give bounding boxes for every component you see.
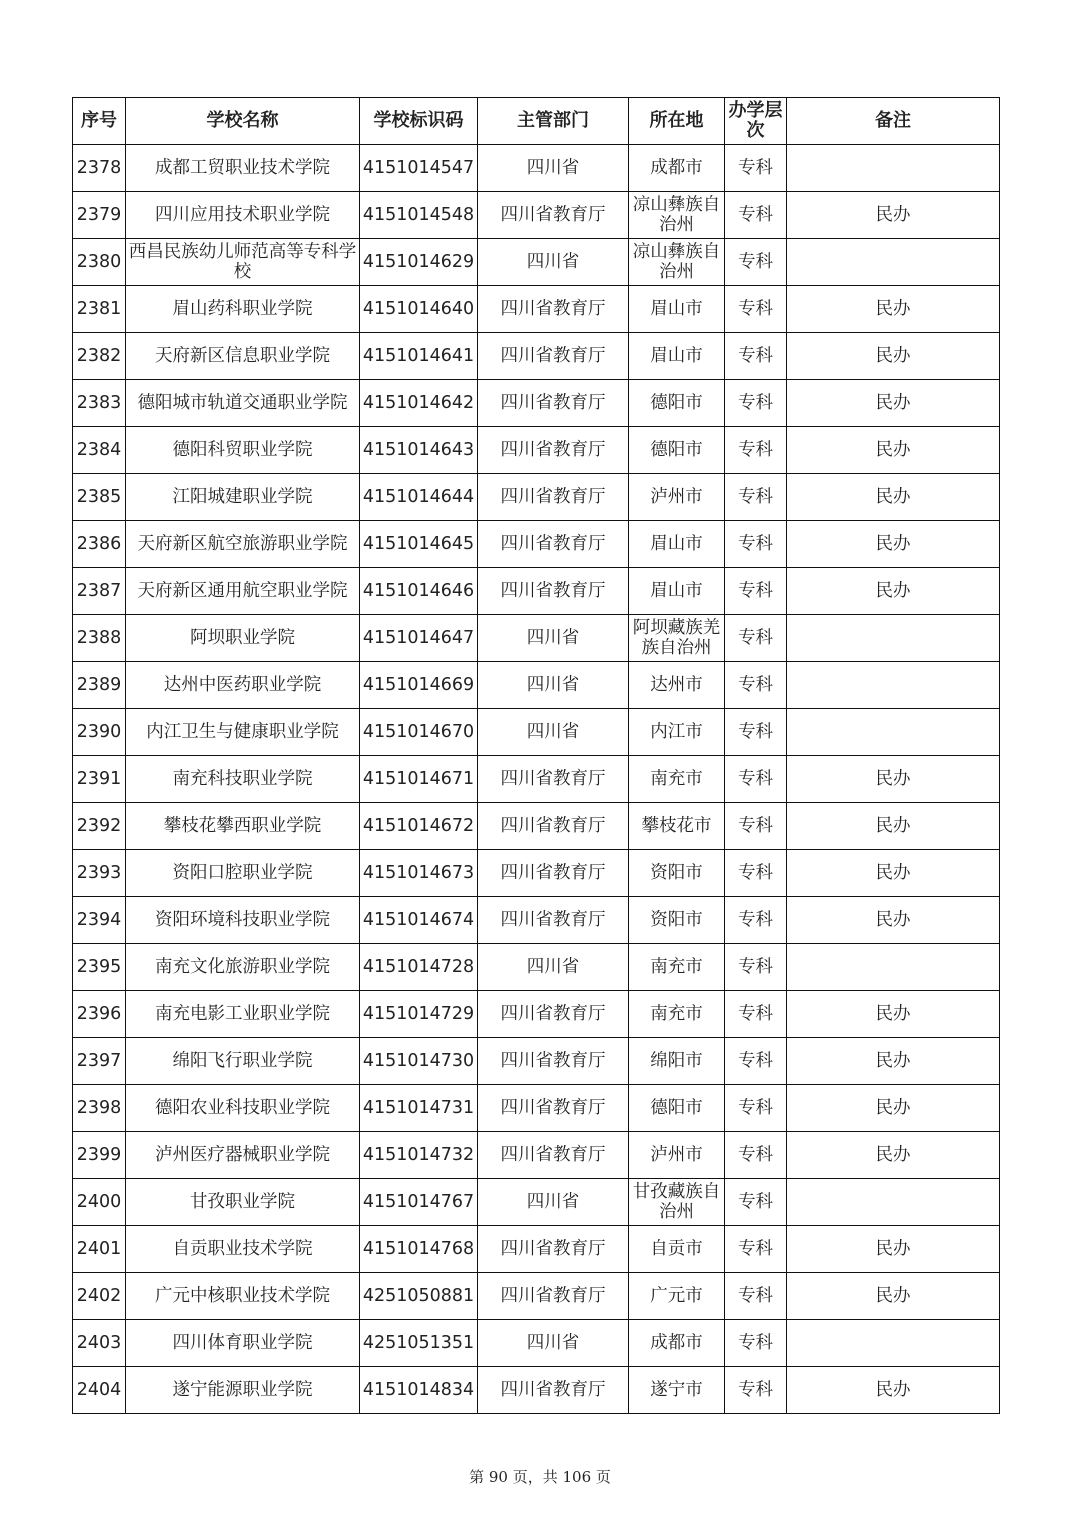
education-level-cell: 专科 xyxy=(725,286,787,333)
location-cell: 德阳市 xyxy=(629,427,725,474)
table-row xyxy=(73,1179,1000,1226)
school-code-cell: 4151014642 xyxy=(360,380,478,427)
school-name-cell: 成都工贸职业技术学院 xyxy=(126,145,360,192)
school-code-cell: 4151014629 xyxy=(360,239,478,286)
location-cell: 眉山市 xyxy=(629,521,725,568)
table-row xyxy=(73,756,1000,803)
education-level-cell: 专科 xyxy=(725,568,787,615)
supervising-dept-cell: 四川省 xyxy=(478,662,629,709)
supervising-dept-cell: 四川省教育厅 xyxy=(478,521,629,568)
school-name-cell: 资阳环境科技职业学院 xyxy=(126,897,360,944)
page-footer: 第 90 页，共 106 页 xyxy=(469,1468,611,1486)
school-name-cell: 德阳科贸职业学院 xyxy=(126,427,360,474)
school-code-cell: 4251050881 xyxy=(360,1273,478,1320)
row-index-cell: 2394 xyxy=(73,897,126,944)
row-index-cell: 2393 xyxy=(73,850,126,897)
row-index-cell: 2388 xyxy=(73,615,126,662)
location-cell: 资阳市 xyxy=(629,850,725,897)
education-level-cell: 专科 xyxy=(725,1179,787,1226)
row-index-cell: 2389 xyxy=(73,662,126,709)
supervising-dept-cell: 四川省教育厅 xyxy=(478,380,629,427)
supervising-dept-cell: 四川省 xyxy=(478,239,629,286)
location-cell: 阿坝藏族羌族自治州 xyxy=(629,615,725,662)
school-name-cell: 德阳农业科技职业学院 xyxy=(126,1085,360,1132)
header-code: 学校标识码 xyxy=(360,98,478,145)
row-index-cell: 2401 xyxy=(73,1226,126,1273)
school-code-cell: 4151014643 xyxy=(360,427,478,474)
row-index-cell: 2397 xyxy=(73,1038,126,1085)
note-cell xyxy=(787,239,1000,286)
education-level-cell: 专科 xyxy=(725,380,787,427)
location-cell: 眉山市 xyxy=(629,286,725,333)
table-row xyxy=(73,380,1000,427)
row-index-cell: 2387 xyxy=(73,568,126,615)
note-cell xyxy=(787,1179,1000,1226)
school-name-cell: 西昌民族幼儿师范高等专科学校 xyxy=(126,239,360,286)
location-cell: 泸州市 xyxy=(629,474,725,521)
table-row xyxy=(73,286,1000,333)
location-cell: 广元市 xyxy=(629,1273,725,1320)
row-index-cell: 2403 xyxy=(73,1320,126,1367)
education-level-cell: 专科 xyxy=(725,850,787,897)
supervising-dept-cell: 四川省教育厅 xyxy=(478,991,629,1038)
supervising-dept-cell: 四川省教育厅 xyxy=(478,850,629,897)
school-name-cell: 四川体育职业学院 xyxy=(126,1320,360,1367)
education-level-cell: 专科 xyxy=(725,1273,787,1320)
table-row xyxy=(73,568,1000,615)
note-cell: 民办 xyxy=(787,756,1000,803)
row-index-cell: 2379 xyxy=(73,192,126,239)
education-level-cell: 专科 xyxy=(725,897,787,944)
school-code-cell: 4151014641 xyxy=(360,333,478,380)
location-cell: 眉山市 xyxy=(629,333,725,380)
note-cell: 民办 xyxy=(787,803,1000,850)
row-index-cell: 2378 xyxy=(73,145,126,192)
location-cell: 甘孜藏族自治州 xyxy=(629,1179,725,1226)
note-cell: 民办 xyxy=(787,850,1000,897)
note-cell: 民办 xyxy=(787,1367,1000,1414)
table-row xyxy=(73,1226,1000,1273)
note-cell: 民办 xyxy=(787,1132,1000,1179)
table-row xyxy=(73,333,1000,380)
supervising-dept-cell: 四川省教育厅 xyxy=(478,897,629,944)
table-row xyxy=(73,662,1000,709)
supervising-dept-cell: 四川省 xyxy=(478,1179,629,1226)
header-location: 所在地 xyxy=(629,98,725,145)
note-cell: 民办 xyxy=(787,991,1000,1038)
supervising-dept-cell: 四川省 xyxy=(478,615,629,662)
school-name-cell: 江阳城建职业学院 xyxy=(126,474,360,521)
location-cell: 达州市 xyxy=(629,662,725,709)
school-name-cell: 自贡职业技术学院 xyxy=(126,1226,360,1273)
table-row xyxy=(73,427,1000,474)
row-index-cell: 2383 xyxy=(73,380,126,427)
location-cell: 凉山彝族自治州 xyxy=(629,192,725,239)
header-index: 序号 xyxy=(73,98,126,145)
school-name-cell: 南充电影工业职业学院 xyxy=(126,991,360,1038)
table-row xyxy=(73,1132,1000,1179)
table-row xyxy=(73,474,1000,521)
table-row xyxy=(73,1367,1000,1414)
education-level-cell: 专科 xyxy=(725,615,787,662)
table-row xyxy=(73,897,1000,944)
school-name-cell: 天府新区航空旅游职业学院 xyxy=(126,521,360,568)
table-row xyxy=(73,1320,1000,1367)
supervising-dept-cell: 四川省教育厅 xyxy=(478,1038,629,1085)
education-level-cell: 专科 xyxy=(725,803,787,850)
note-cell xyxy=(787,944,1000,991)
school-name-cell: 广元中核职业技术学院 xyxy=(126,1273,360,1320)
school-code-cell: 4151014732 xyxy=(360,1132,478,1179)
education-level-cell: 专科 xyxy=(725,991,787,1038)
location-cell: 成都市 xyxy=(629,145,725,192)
school-code-cell: 4151014644 xyxy=(360,474,478,521)
school-name-cell: 天府新区通用航空职业学院 xyxy=(126,568,360,615)
row-index-cell: 2385 xyxy=(73,474,126,521)
location-cell: 德阳市 xyxy=(629,1085,725,1132)
school-name-cell: 天府新区信息职业学院 xyxy=(126,333,360,380)
header-dept: 主管部门 xyxy=(478,98,629,145)
location-cell: 凉山彝族自治州 xyxy=(629,239,725,286)
supervising-dept-cell: 四川省教育厅 xyxy=(478,1132,629,1179)
education-level-cell: 专科 xyxy=(725,1085,787,1132)
location-cell: 南充市 xyxy=(629,944,725,991)
supervising-dept-cell: 四川省 xyxy=(478,709,629,756)
table-row xyxy=(73,1273,1000,1320)
supervising-dept-cell: 四川省教育厅 xyxy=(478,286,629,333)
school-name-cell: 甘孜职业学院 xyxy=(126,1179,360,1226)
row-index-cell: 2400 xyxy=(73,1179,126,1226)
supervising-dept-cell: 四川省教育厅 xyxy=(478,427,629,474)
supervising-dept-cell: 四川省教育厅 xyxy=(478,1085,629,1132)
supervising-dept-cell: 四川省教育厅 xyxy=(478,1273,629,1320)
location-cell: 德阳市 xyxy=(629,380,725,427)
school-name-cell: 达州中医药职业学院 xyxy=(126,662,360,709)
supervising-dept-cell: 四川省教育厅 xyxy=(478,1226,629,1273)
table-row xyxy=(73,521,1000,568)
location-cell: 遂宁市 xyxy=(629,1367,725,1414)
supervising-dept-cell: 四川省教育厅 xyxy=(478,474,629,521)
supervising-dept-cell: 四川省教育厅 xyxy=(478,756,629,803)
location-cell: 资阳市 xyxy=(629,897,725,944)
education-level-cell: 专科 xyxy=(725,756,787,803)
supervising-dept-cell: 四川省教育厅 xyxy=(478,333,629,380)
note-cell: 民办 xyxy=(787,1038,1000,1085)
supervising-dept-cell: 四川省 xyxy=(478,944,629,991)
table-row xyxy=(73,991,1000,1038)
education-level-cell: 专科 xyxy=(725,1132,787,1179)
school-code-cell: 4151014547 xyxy=(360,145,478,192)
note-cell xyxy=(787,1320,1000,1367)
location-cell: 成都市 xyxy=(629,1320,725,1367)
school-code-cell: 4151014671 xyxy=(360,756,478,803)
note-cell xyxy=(787,662,1000,709)
education-level-cell: 专科 xyxy=(725,239,787,286)
row-index-cell: 2399 xyxy=(73,1132,126,1179)
row-index-cell: 2391 xyxy=(73,756,126,803)
row-index-cell: 2390 xyxy=(73,709,126,756)
education-level-cell: 专科 xyxy=(725,1320,787,1367)
school-name-cell: 遂宁能源职业学院 xyxy=(126,1367,360,1414)
school-code-cell: 4151014646 xyxy=(360,568,478,615)
location-cell: 绵阳市 xyxy=(629,1038,725,1085)
education-level-cell: 专科 xyxy=(725,1038,787,1085)
note-cell: 民办 xyxy=(787,1273,1000,1320)
education-level-cell: 专科 xyxy=(725,333,787,380)
row-index-cell: 2398 xyxy=(73,1085,126,1132)
school-code-cell: 4151014548 xyxy=(360,192,478,239)
note-cell xyxy=(787,145,1000,192)
note-cell: 民办 xyxy=(787,1226,1000,1273)
table-row xyxy=(73,239,1000,286)
education-level-cell: 专科 xyxy=(725,474,787,521)
row-index-cell: 2381 xyxy=(73,286,126,333)
school-name-cell: 资阳口腔职业学院 xyxy=(126,850,360,897)
row-index-cell: 2382 xyxy=(73,333,126,380)
school-code-cell: 4151014673 xyxy=(360,850,478,897)
location-cell: 攀枝花市 xyxy=(629,803,725,850)
school-code-cell: 4151014767 xyxy=(360,1179,478,1226)
school-code-cell: 4151014669 xyxy=(360,662,478,709)
note-cell: 民办 xyxy=(787,474,1000,521)
row-index-cell: 2392 xyxy=(73,803,126,850)
table-row xyxy=(73,709,1000,756)
school-code-cell: 4151014674 xyxy=(360,897,478,944)
note-cell: 民办 xyxy=(787,380,1000,427)
header-name: 学校名称 xyxy=(126,98,360,145)
header-level: 办学层次 xyxy=(725,98,787,145)
table-row xyxy=(73,1038,1000,1085)
note-cell xyxy=(787,615,1000,662)
supervising-dept-cell: 四川省 xyxy=(478,145,629,192)
education-level-cell: 专科 xyxy=(725,145,787,192)
note-cell: 民办 xyxy=(787,427,1000,474)
supervising-dept-cell: 四川省教育厅 xyxy=(478,803,629,850)
note-cell xyxy=(787,709,1000,756)
supervising-dept-cell: 四川省教育厅 xyxy=(478,1367,629,1414)
row-index-cell: 2395 xyxy=(73,944,126,991)
row-index-cell: 2402 xyxy=(73,1273,126,1320)
education-level-cell: 专科 xyxy=(725,709,787,756)
school-code-cell: 4151014834 xyxy=(360,1367,478,1414)
header-row xyxy=(73,98,1000,145)
row-index-cell: 2396 xyxy=(73,991,126,1038)
supervising-dept-cell: 四川省 xyxy=(478,1320,629,1367)
table-row xyxy=(73,803,1000,850)
supervising-dept-cell: 四川省教育厅 xyxy=(478,192,629,239)
school-code-cell: 4151014670 xyxy=(360,709,478,756)
school-name-cell: 阿坝职业学院 xyxy=(126,615,360,662)
school-code-cell: 4251051351 xyxy=(360,1320,478,1367)
note-cell: 民办 xyxy=(787,521,1000,568)
school-code-cell: 4151014645 xyxy=(360,521,478,568)
note-cell: 民办 xyxy=(787,333,1000,380)
school-code-cell: 4151014728 xyxy=(360,944,478,991)
education-level-cell: 专科 xyxy=(725,944,787,991)
row-index-cell: 2380 xyxy=(73,239,126,286)
education-level-cell: 专科 xyxy=(725,521,787,568)
school-name-cell: 攀枝花攀西职业学院 xyxy=(126,803,360,850)
table-row xyxy=(73,1085,1000,1132)
school-code-cell: 4151014768 xyxy=(360,1226,478,1273)
note-cell: 民办 xyxy=(787,286,1000,333)
school-name-cell: 南充文化旅游职业学院 xyxy=(126,944,360,991)
education-level-cell: 专科 xyxy=(725,1367,787,1414)
row-index-cell: 2404 xyxy=(73,1367,126,1414)
education-level-cell: 专科 xyxy=(725,427,787,474)
school-name-cell: 内江卫生与健康职业学院 xyxy=(126,709,360,756)
location-cell: 内江市 xyxy=(629,709,725,756)
row-index-cell: 2386 xyxy=(73,521,126,568)
row-index-cell: 2384 xyxy=(73,427,126,474)
school-code-cell: 4151014672 xyxy=(360,803,478,850)
location-cell: 南充市 xyxy=(629,991,725,1038)
school-code-cell: 4151014647 xyxy=(360,615,478,662)
location-cell: 自贡市 xyxy=(629,1226,725,1273)
table-row xyxy=(73,145,1000,192)
location-cell: 南充市 xyxy=(629,756,725,803)
note-cell: 民办 xyxy=(787,897,1000,944)
table-row xyxy=(73,850,1000,897)
header-note: 备注 xyxy=(787,98,1000,145)
school-code-cell: 4151014640 xyxy=(360,286,478,333)
location-cell: 泸州市 xyxy=(629,1132,725,1179)
school-code-cell: 4151014730 xyxy=(360,1038,478,1085)
education-level-cell: 专科 xyxy=(725,192,787,239)
school-name-cell: 四川应用技术职业学院 xyxy=(126,192,360,239)
table-row xyxy=(73,192,1000,239)
school-code-cell: 4151014729 xyxy=(360,991,478,1038)
school-name-cell: 南充科技职业学院 xyxy=(126,756,360,803)
note-cell: 民办 xyxy=(787,568,1000,615)
school-name-cell: 泸州医疗器械职业学院 xyxy=(126,1132,360,1179)
education-level-cell: 专科 xyxy=(725,662,787,709)
school-name-cell: 眉山药科职业学院 xyxy=(126,286,360,333)
location-cell: 眉山市 xyxy=(629,568,725,615)
school-name-cell: 德阳城市轨道交通职业学院 xyxy=(126,380,360,427)
school-name-cell: 绵阳飞行职业学院 xyxy=(126,1038,360,1085)
table-row xyxy=(73,944,1000,991)
note-cell: 民办 xyxy=(787,1085,1000,1132)
school-code-cell: 4151014731 xyxy=(360,1085,478,1132)
education-level-cell: 专科 xyxy=(725,1226,787,1273)
note-cell: 民办 xyxy=(787,192,1000,239)
table-row xyxy=(73,615,1000,662)
schools-table xyxy=(72,97,1000,1414)
supervising-dept-cell: 四川省教育厅 xyxy=(478,568,629,615)
